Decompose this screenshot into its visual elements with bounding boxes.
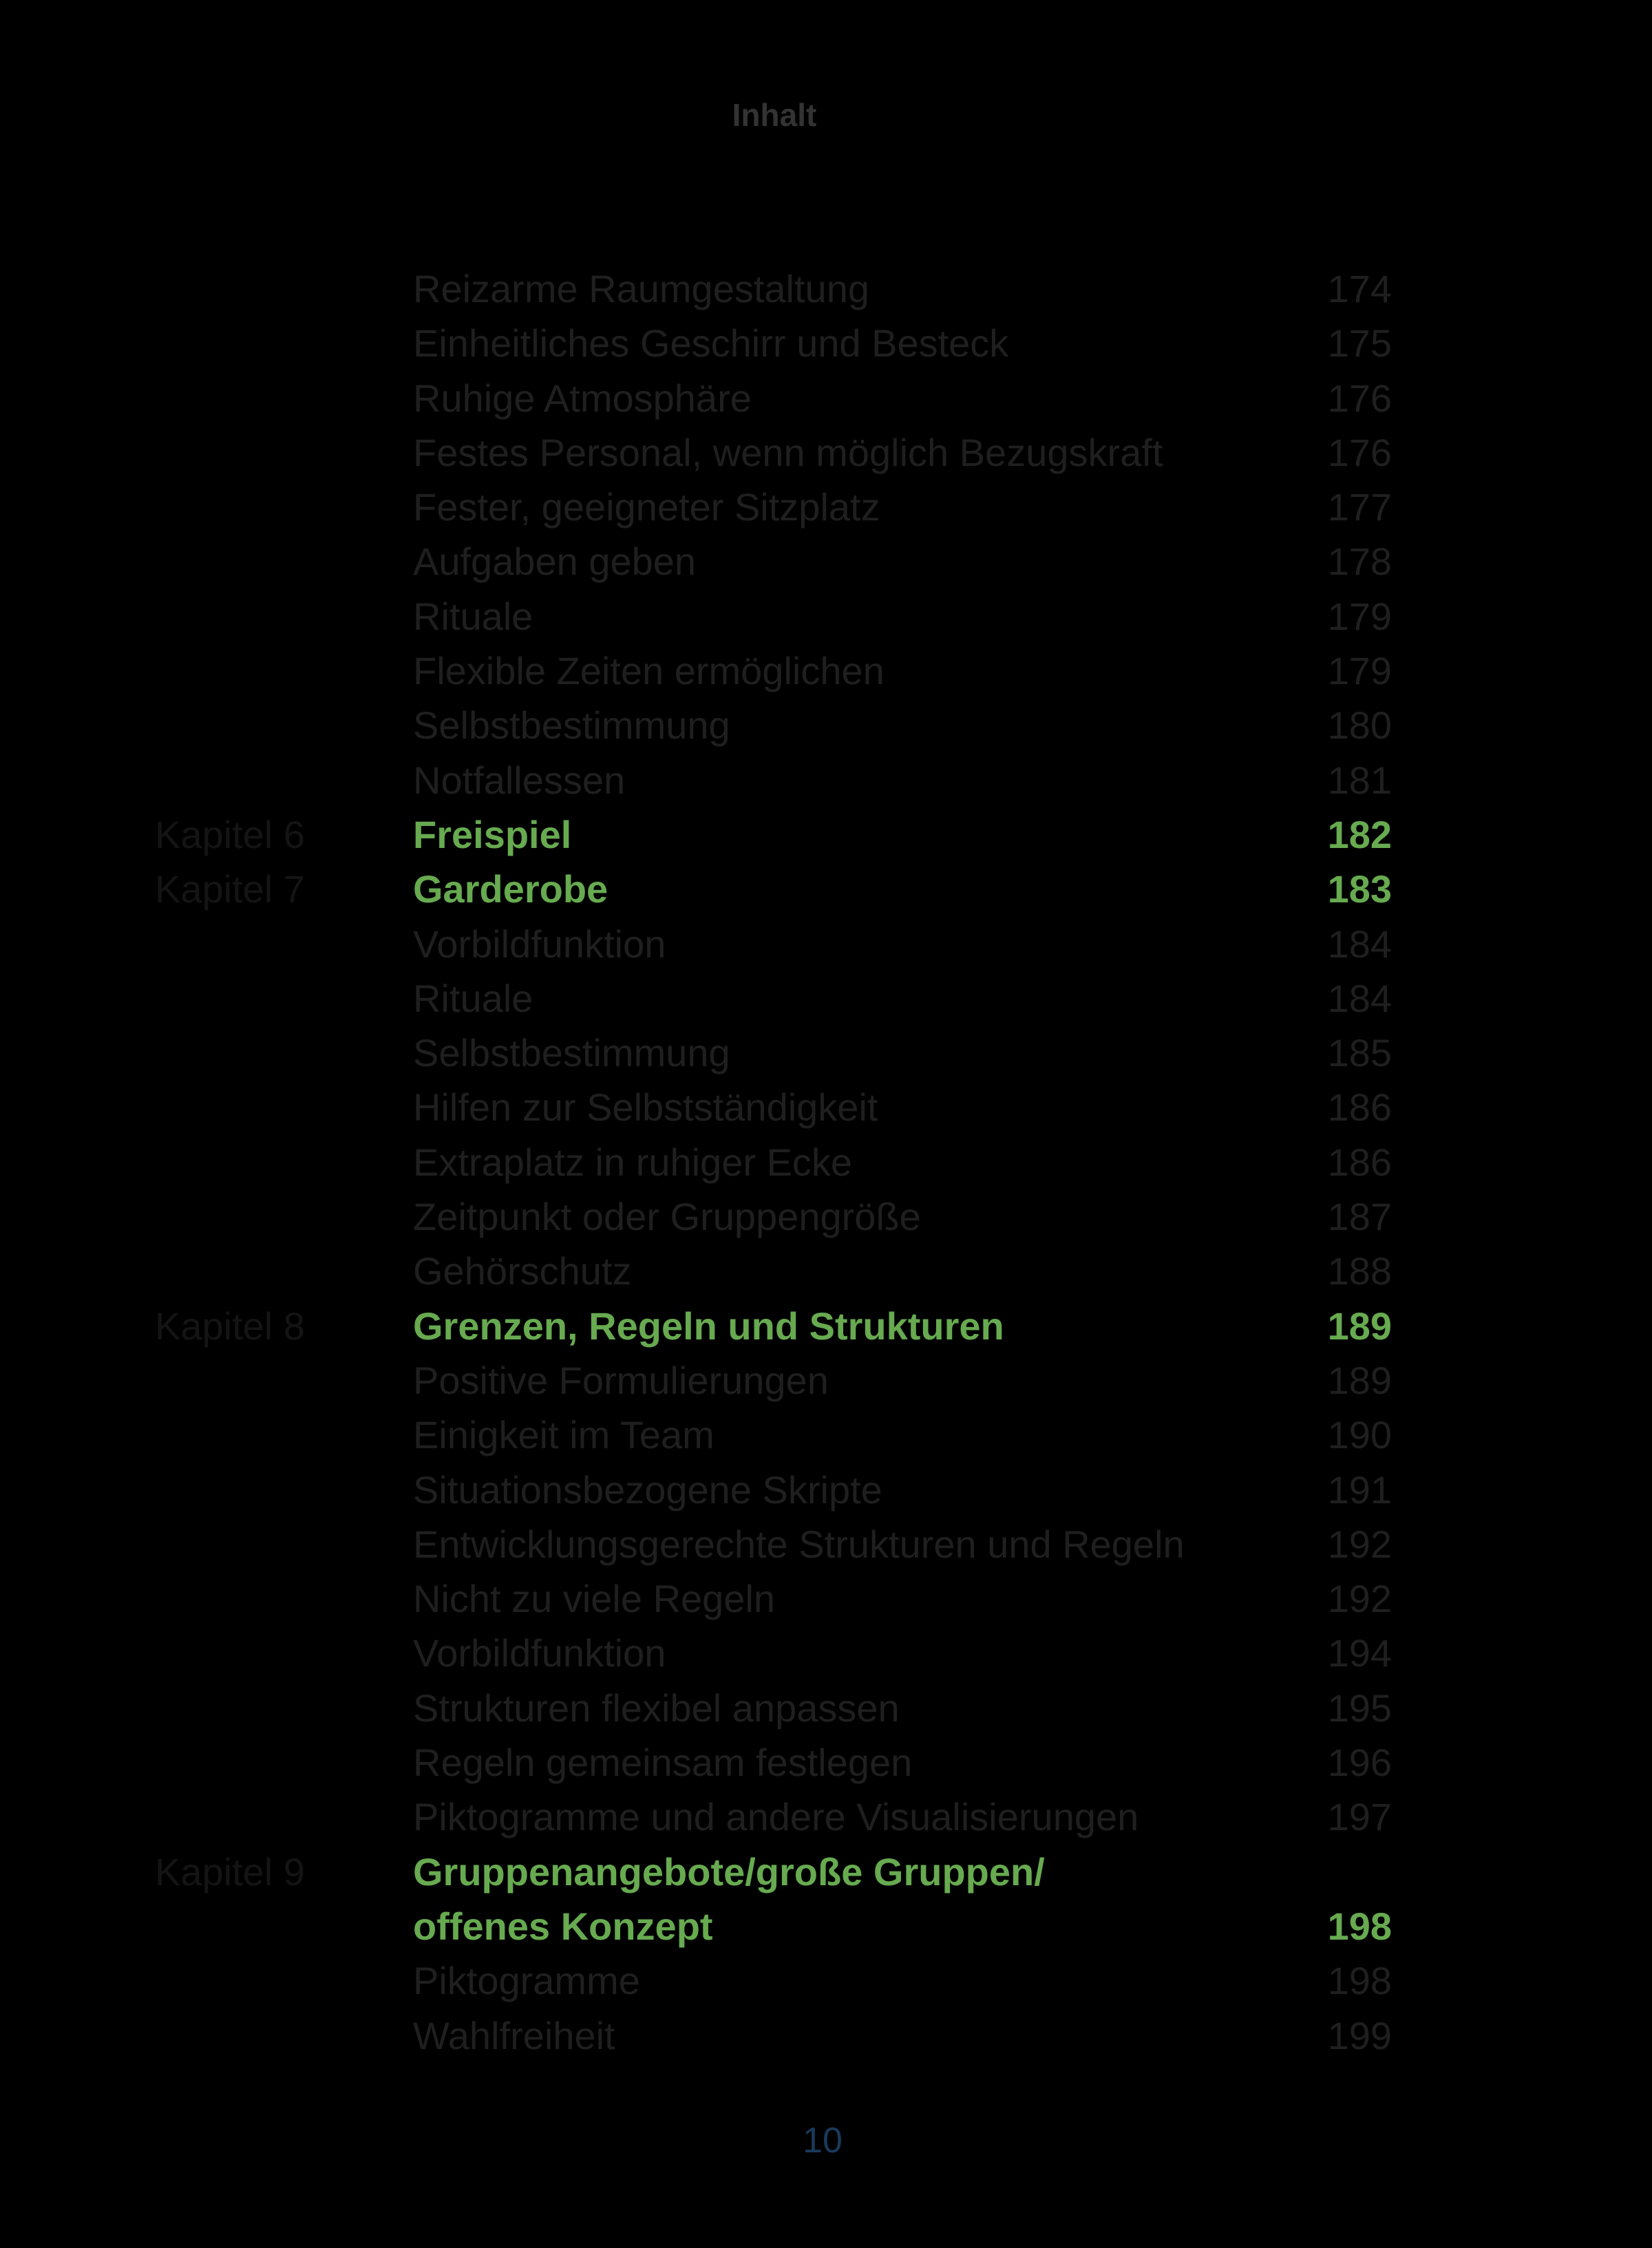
entry-title: Strukturen flexibel anpassen — [413, 1686, 900, 1730]
toc-entry — [0, 480, 1652, 534]
entry-page-number: 196 — [1327, 1741, 1392, 1785]
entry-title: Einheitliches Geschirr und Besteck — [413, 321, 1009, 365]
toc-chapter-entry — [0, 1845, 1652, 1954]
entry-page-number: 187 — [1327, 1195, 1392, 1239]
toc-entry — [0, 1080, 1652, 1134]
toc-entry — [0, 753, 1652, 807]
entry-page-number: 179 — [1327, 649, 1392, 693]
chapter-label: Kapitel 9 — [155, 1849, 305, 1894]
entry-page-number: 192 — [1327, 1522, 1392, 1566]
toc-entry — [0, 1953, 1652, 2008]
entry-page-number: 179 — [1327, 594, 1392, 638]
page-header: Inhalt — [732, 97, 817, 133]
entry-page-number: 192 — [1327, 1577, 1392, 1621]
entry-page-number: 186 — [1327, 1140, 1392, 1184]
entry-title: Positive Formulierungen — [413, 1358, 829, 1402]
entry-page-number: 182 — [1327, 812, 1392, 856]
entry-title: Flexible Zeiten ermöglichen — [413, 649, 885, 693]
entry-page-number: 186 — [1327, 1085, 1392, 1130]
entry-page-number: 184 — [1327, 976, 1392, 1020]
entry-page-number: 189 — [1327, 1358, 1392, 1402]
entry-title — [413, 1845, 1045, 1953]
entry-title: Selbstbestimmung — [413, 703, 730, 747]
toc-entry — [0, 2008, 1652, 2063]
entry-page-number: 197 — [1327, 1795, 1392, 1839]
toc-entry — [0, 1735, 1652, 1790]
entry-page-number: 180 — [1327, 703, 1392, 747]
entry-title: Vorbildfunktion — [413, 922, 666, 966]
toc-chapter-entry — [0, 862, 1652, 916]
toc-entry — [0, 1353, 1652, 1408]
toc-entry — [0, 1189, 1652, 1244]
entry-title: Regeln gemeinsam festlegen — [413, 1741, 913, 1785]
entry-page-number: 185 — [1327, 1031, 1392, 1075]
toc-entry — [0, 1026, 1652, 1080]
entry-page-number: 184 — [1327, 922, 1392, 966]
entry-title: Situationsbezogene Skripte — [413, 1467, 882, 1512]
entry-title: Einigkeit im Team — [413, 1413, 714, 1457]
toc-entry — [0, 1463, 1652, 1517]
entry-title: Extraplatz in ruhiger Ecke — [413, 1140, 853, 1184]
toc-entry — [0, 1681, 1652, 1735]
page-number: 10 — [803, 2121, 843, 2161]
toc-entry — [0, 262, 1652, 316]
entry-title: Selbstbestimmung — [413, 1031, 730, 1075]
entry-title: Wahlfreiheit — [413, 2013, 615, 2057]
entry-title: Entwicklungsgerechte Strukturen und Regeln — [413, 1522, 1185, 1566]
entry-title: Hilfen zur Selbstständigkeit — [413, 1085, 878, 1130]
entry-title: Festes Personal, wenn möglich Bezugskraft — [413, 430, 1163, 474]
toc-entry — [0, 1517, 1652, 1571]
toc-entry — [0, 1790, 1652, 1844]
toc-chapter-entry — [0, 1299, 1652, 1353]
entry-page-number: 175 — [1327, 321, 1392, 365]
table-of-contents — [0, 262, 1652, 2063]
entry-page-number: 198 — [1327, 1904, 1392, 1948]
chapter-label: Kapitel 6 — [155, 812, 305, 856]
toc-entry — [0, 1626, 1652, 1680]
toc-entry — [0, 917, 1652, 971]
entry-title: Zeitpunkt oder Gruppengröße — [413, 1195, 921, 1239]
entry-title: Ruhige Atmosphäre — [413, 376, 752, 420]
entry-title: Garderobe — [413, 867, 608, 911]
entry-page-number: 177 — [1327, 485, 1392, 529]
entry-title: Piktogramme und andere Visualisierungen — [413, 1795, 1139, 1839]
entry-page-number: 195 — [1327, 1686, 1392, 1730]
entry-title: Rituale — [413, 976, 533, 1020]
toc-entry — [0, 589, 1652, 644]
entry-page-number: 199 — [1327, 2013, 1392, 2057]
entry-page-number: 181 — [1327, 758, 1392, 802]
entry-title: Aufgaben geben — [413, 540, 697, 584]
toc-entry — [0, 425, 1652, 480]
entry-page-number: 191 — [1327, 1467, 1392, 1512]
entry-page-number: 176 — [1327, 376, 1392, 420]
toc-entry — [0, 698, 1652, 752]
entry-page-number: 174 — [1327, 267, 1392, 310]
entry-title: Piktogramme — [413, 1959, 640, 2003]
entry-title-line: Gruppenangebote/große Gruppen/ — [413, 1849, 1045, 1894]
chapter-label: Kapitel 7 — [155, 867, 305, 911]
entry-title: Notfallessen — [413, 758, 626, 802]
entry-title-line: offenes Konzept — [413, 1904, 713, 1948]
entry-title: Nicht zu viele Regeln — [413, 1577, 776, 1621]
entry-title: Gehörschutz — [413, 1249, 632, 1293]
entry-page-number: 178 — [1327, 540, 1392, 584]
toc-entry — [0, 316, 1652, 370]
toc-entry — [0, 1244, 1652, 1298]
entry-title: Reizarme Raumgestaltung — [413, 267, 869, 310]
toc-entry — [0, 534, 1652, 588]
entry-title: Grenzen, Regeln und Strukturen — [413, 1304, 1004, 1348]
entry-title: Vorbildfunktion — [413, 1631, 666, 1675]
entry-page-number: 188 — [1327, 1249, 1392, 1293]
entry-page-number: 194 — [1327, 1631, 1392, 1675]
toc-entry — [0, 1408, 1652, 1462]
entry-page-number: 190 — [1327, 1413, 1392, 1457]
entry-page-number: 189 — [1327, 1304, 1392, 1348]
toc-chapter-entry — [0, 807, 1652, 862]
entry-title: Freispiel — [413, 812, 572, 856]
toc-entry — [0, 1135, 1652, 1189]
toc-entry — [0, 371, 1652, 425]
entry-title: Rituale — [413, 594, 533, 638]
toc-entry — [0, 971, 1652, 1026]
chapter-label: Kapitel 8 — [155, 1304, 305, 1348]
entry-title: Fester, geeigneter Sitzplatz — [413, 485, 880, 529]
entry-page-number: 176 — [1327, 430, 1392, 474]
entry-page-number: 198 — [1327, 1959, 1392, 2003]
toc-entry — [0, 1571, 1652, 1626]
toc-entry — [0, 644, 1652, 698]
entry-page-number: 183 — [1327, 867, 1392, 911]
